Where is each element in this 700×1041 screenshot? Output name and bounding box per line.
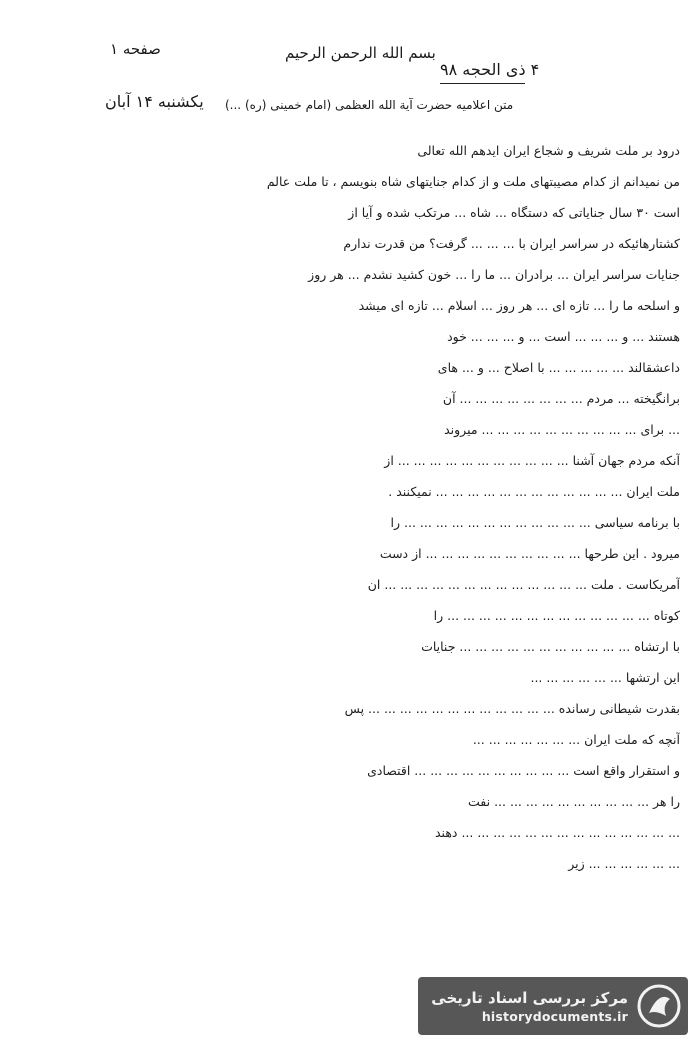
letter-line — [30, 755, 680, 786]
letter-line — [30, 538, 680, 569]
letter-line — [30, 290, 680, 321]
letter-line — [30, 197, 680, 228]
page-label: صفحه ۱ — [110, 40, 161, 58]
weekday-date: یکشنبه ۱۴ آبان — [105, 92, 204, 111]
letter-body — [30, 135, 680, 879]
letter-line — [30, 631, 680, 662]
watermark-url: historydocuments.ir — [481, 1008, 628, 1024]
letter-line-text: آنچه که ملت ایران ... ... ... ... ... ... ... — [472, 732, 680, 747]
date-underline — [440, 83, 525, 84]
letter-line-text: با ارتشاه ... ... ... ... ... ... ... ... ... ... ... جنایات — [421, 639, 680, 654]
letter-line-text: کوتاه ... ... ... ... ... ... ... ... ... ... ... ... ... را — [433, 608, 680, 623]
letter-line-text: و استقرار واقع است ... ... ... ... ... ... ... ... ... ... اقتصادی — [367, 763, 680, 778]
letter-line-text: من نمیدانم از کدام مصیبتهای ملت و از کدام جنایتهای شاه بنویسم ، تا ملت عالم — [266, 174, 680, 189]
archive-watermark — [418, 977, 688, 1035]
letter-line — [30, 321, 680, 352]
watermark-name: مرکز بررسی اسناد تاریخی — [431, 988, 628, 1007]
letter-line-text: جنایات سراسر ایران ... برادران ... ما را ... خون کشید نشدم ... هر روز — [308, 267, 680, 282]
letter-line — [30, 662, 680, 693]
letter-line — [30, 693, 680, 724]
letter-line — [30, 848, 680, 879]
letter-line-text: ... ... ... ... ... ... زیر — [568, 856, 680, 871]
letter-line — [30, 445, 680, 476]
letter-line — [30, 352, 680, 383]
letter-line — [30, 569, 680, 600]
letter-line — [30, 786, 680, 817]
letter-line-text: آنکه مردم جهان آشنا ... ... ... ... ... ... ... ... ... ... ... از — [384, 453, 680, 468]
archive-logo-icon — [636, 983, 682, 1029]
letter-line-text: را هر ... ... ... ... ... ... ... ... ... ... نفت — [468, 794, 680, 809]
letter-line — [30, 724, 680, 755]
letter-line-text: ... برای ... ... ... ... ... ... ... ... ... ... میروند — [444, 422, 680, 437]
letter-line-text: درود بر ملت شریف و شجاع ایران ایدهم الله تعالی — [417, 143, 680, 158]
letter-line-text: این ارتشها ... ... ... ... ... ... — [530, 670, 680, 685]
letter-line — [30, 166, 680, 197]
letter-line — [30, 600, 680, 631]
letter-line — [30, 414, 680, 445]
document-date: ۴ ذی الحجه ۹۸ — [440, 60, 540, 79]
letter-line-text: برانگیخته ... مردم ... ... ... ... ... ... ... ... آن — [442, 391, 680, 406]
letter-line — [30, 259, 680, 290]
letter-line — [30, 228, 680, 259]
letter-line-text: ... ... ... ... ... ... ... ... ... ... ... ... ... ... دهند — [434, 825, 680, 840]
letter-line-text: هستند ... و ... ... ... است ... و ... ... ... خود — [447, 329, 680, 344]
letter-line-text: ملت ایران ... ... ... ... ... ... ... ... ... ... ... ... نمیکنند . — [388, 484, 680, 499]
letter-line — [30, 507, 680, 538]
letter-line-text: بقدرت شیطانی رسانده ... ... ... ... ... ... ... ... ... ... ... ... پس — [344, 701, 680, 716]
letter-line-text: کشتارهائیکه در سراسر ایران با ... ... ... گرفت؟ من قدرت ندارم — [343, 236, 680, 251]
letter-line-text: با برنامه سیاسی ... ... ... ... ... ... ... ... ... ... ... ... را — [390, 515, 680, 530]
letter-line — [30, 383, 680, 414]
letter-line — [30, 817, 680, 848]
letter-line-text: آمریکاست . ملت ... ... ... ... ... ... ... ... ... ... ... ... ... ان — [367, 577, 680, 592]
document-subtitle: متن اعلامیه حضرت آیة الله العظمی (امام خمینی (ره) ...) — [225, 98, 514, 112]
letter-line-text: است ۳۰ سال جنایاتی که دستگاه ... شاه ... مرتکب شده و آیا از — [348, 205, 680, 220]
basmala: بسم الله الرحمن الرحيم — [285, 44, 436, 62]
letter-line — [30, 135, 680, 166]
letter-line-text: داعشقالند ... ... ... ... ... با اصلاح ... و ... های — [437, 360, 680, 375]
letter-line-text: میرود . این طرحها ... ... ... ... ... ... ... ... ... ... از دست — [379, 546, 680, 561]
letter-line-text: و اسلحه ما را ... تازه ای ... هر روز ... اسلام ... تازه ای میشد — [358, 298, 680, 313]
letter-line — [30, 476, 680, 507]
